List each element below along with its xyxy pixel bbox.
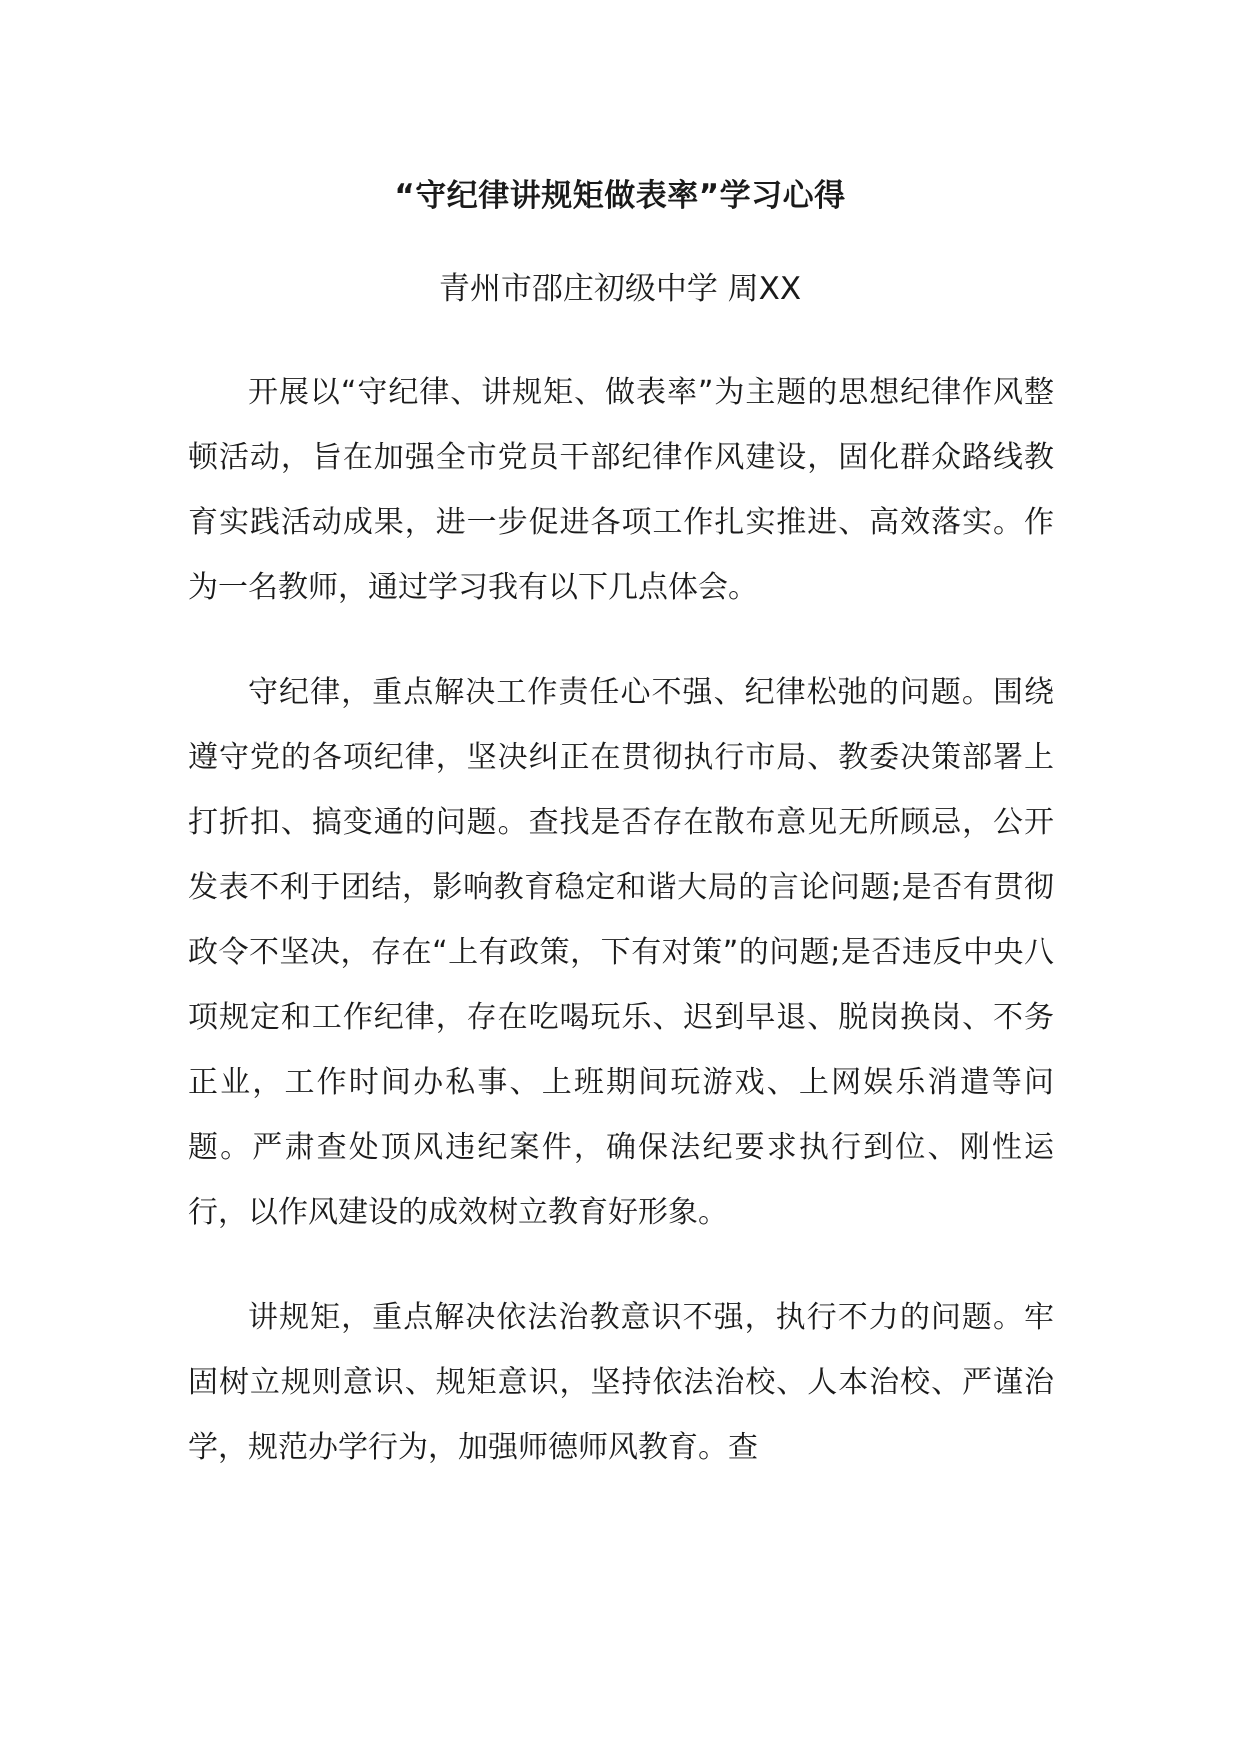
paragraph-intro: 开展以“守纪律、讲规矩、做表率”为主题的思想纪律作风整顿活动，旨在加强全市党员干部纪律作风建设，固化群众路线教育实践活动成果，进一步促进各项工作扎实推进、高效落实。作为一名教师，通过学习我有以下几点体会。 xyxy=(188,375,1054,605)
document-body xyxy=(188,360,1054,1520)
document-author: 青州市邵庄初级中学 周XX xyxy=(438,271,802,307)
paragraph-discipline: 守纪律，重点解决工作责任心不强、纪律松弛的问题。围绕遵守党的各项纪律，坚决纠正在贯彻执行市局、教委决策部署上打折扣、搞变通的问题。查找是否存在散布意见无所顾忌，公开发表不利于团结，影响教育稳定和谐大局的言论问题;是否有贯彻政令不坚决，存在“上有政策，下有对策”的问题;是否违反中央八项规定和工作纪律，存在吃喝玩乐、迟到早退、脱岗换岗、不务正业，工作时间办私事、上班期间玩游戏、上网娱乐消遣等问题。严肃查处顶风违纪案件，确保法纪要求执行到位、刚性运行，以作风建设的成效树立教育好形象。 xyxy=(188,675,1054,1230)
paragraph-rules: 讲规矩，重点解决依法治教意识不强，执行不力的问题。牢固树立规则意识、规矩意识，坚持依法治校、人本治校、严谨治学，规范办学行为，加强师德师风教育。查 xyxy=(188,1300,1054,1465)
document-title: “守纪律讲规矩做表率”学习心得 xyxy=(394,178,846,214)
